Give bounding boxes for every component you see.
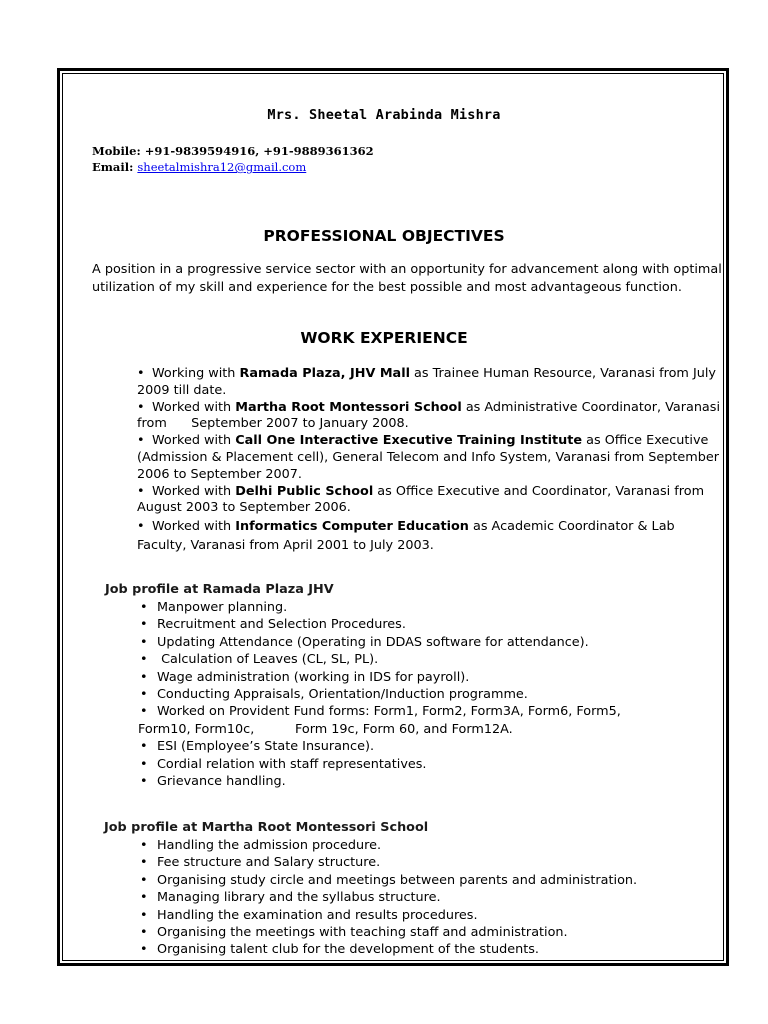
list-item: • Organising the meetings with teaching staff and administration. — [138, 924, 718, 941]
objectives-heading: PROFESSIONAL OBJECTIVES — [263, 227, 505, 245]
job-profile-martha-heading: Job profile at Martha Root Montessori School — [104, 820, 429, 835]
objectives-text: A position in a progressive service sector with an opportunity for advancement along with optimal utilization of my skill and experience for the best possible and most advantageous function. — [92, 262, 722, 295]
work-item-post: as Office Executive and Coordinator, Varanasi from August 2003 to September 2006. — [137, 483, 705, 516]
list-item-continuation: Form10, Form10c, Form 19c, Form 60, and Form12A. — [138, 721, 513, 737]
list-item: • Grievance handling. — [138, 773, 718, 790]
work-item-org: Delhi Public School — [235, 483, 374, 499]
work-item: • Worked with Martha Root Montessori School as Administrative Coordinator, Varanasi from September 2007 to January 2008. — [137, 399, 725, 432]
work-item-post: as Academic Coordinator & Lab Faculty, Varanasi from April 2001 to July 2003. — [137, 519, 675, 554]
mobile-label: Mobile: — [92, 144, 141, 158]
work-item-pre: Worked with — [152, 483, 236, 499]
work-experience-list — [137, 366, 727, 555]
list-item: • Fee structure and Salary structure. — [138, 854, 718, 871]
list-item: • Updating Attendance (Operating in DDAS software for attendance). — [138, 634, 718, 651]
list-item: • Wage administration (working in IDS for payroll). — [138, 669, 718, 686]
list-item: • Worked on Provident Fund forms: Form1, Form2, Form3A, Form6, Form5, — [138, 703, 718, 720]
work-item-org: Call One Interactive Executive Training Institute — [235, 433, 583, 449]
work-item-post: as Office Executive (Admission & Placement cell), General Telecom and Info System, Varanasi from September 2006 to September 2007. — [137, 433, 719, 482]
email-link[interactable]: sheetalmishra12@gmail.com — [137, 160, 307, 174]
work-item-pre: Working with — [152, 366, 240, 381]
email-label: Email: — [92, 160, 134, 174]
work-experience-heading: WORK EXPERIENCE — [300, 329, 468, 347]
email-line — [92, 159, 374, 175]
work-item: • Worked with Call One Interactive Executive Training Institute as Office Executive (Admission & Placement cell), General Telecom and Info System, Varanasi from September 2006 to September 2007. — [137, 433, 719, 482]
candidate-name: Mrs. Sheetal Arabinda Mishra — [267, 107, 501, 123]
list-item: • Calculation of Leaves (CL, SL, PL). — [138, 651, 718, 668]
list-item: • Handling the examination and results procedures. — [138, 907, 718, 924]
job-profile-ramada-heading: Job profile at Ramada Plaza JHV — [105, 582, 334, 597]
list-item: • Managing library and the syllabus structure. — [138, 889, 718, 906]
contact-block — [92, 143, 374, 175]
work-item-org: Informatics Computer Education — [235, 519, 469, 535]
list-item: • Organising study circle and meetings between parents and administration. — [138, 872, 718, 889]
work-item: • Worked with Informatics Computer Education as Academic Coordinator & Lab Faculty, Varanasi from April 2001 to July 2003. — [137, 519, 675, 554]
list-item: • Organising talent club for the development of the students. — [138, 941, 718, 958]
work-item-org: Martha Root Montessori School — [235, 399, 462, 415]
list-item: • Recruitment and Selection Procedures. — [138, 616, 718, 633]
job-profile-ramada-list — [138, 599, 718, 790]
job-profile-martha-list — [138, 837, 718, 959]
work-item-pre: Worked with — [152, 433, 236, 449]
list-item: • Handling the admission procedure. — [138, 837, 718, 854]
work-item-pre: Worked with — [152, 399, 236, 415]
work-item: • Working with Ramada Plaza, JHV Mall as Trainee Human Resource, Varanasi from July 2009 till date. — [137, 366, 716, 398]
work-item-post: as Trainee Human Resource, Varanasi from July 2009 till date. — [137, 366, 716, 398]
list-item: • Manpower planning. — [138, 599, 718, 616]
mobile-value: +91-9839594916, +91-9889361362 — [144, 144, 374, 158]
work-item-pre: Worked with — [152, 519, 236, 535]
list-item: • Cordial relation with staff representatives. — [138, 756, 718, 773]
list-item: • Conducting Appraisals, Orientation/Induction programme. — [138, 686, 718, 703]
work-item: • Worked with Delhi Public School as Office Executive and Coordinator, Varanasi from August 2003 to September 2006. — [137, 483, 705, 516]
list-item: • ESI (Employee’s State Insurance). — [138, 738, 718, 755]
work-item-org: Ramada Plaza, JHV Mall — [239, 366, 410, 381]
mobile-line — [92, 143, 374, 159]
work-item-post: as Administrative Coordinator, Varanasi from September 2007 to January 2008. — [137, 399, 725, 432]
